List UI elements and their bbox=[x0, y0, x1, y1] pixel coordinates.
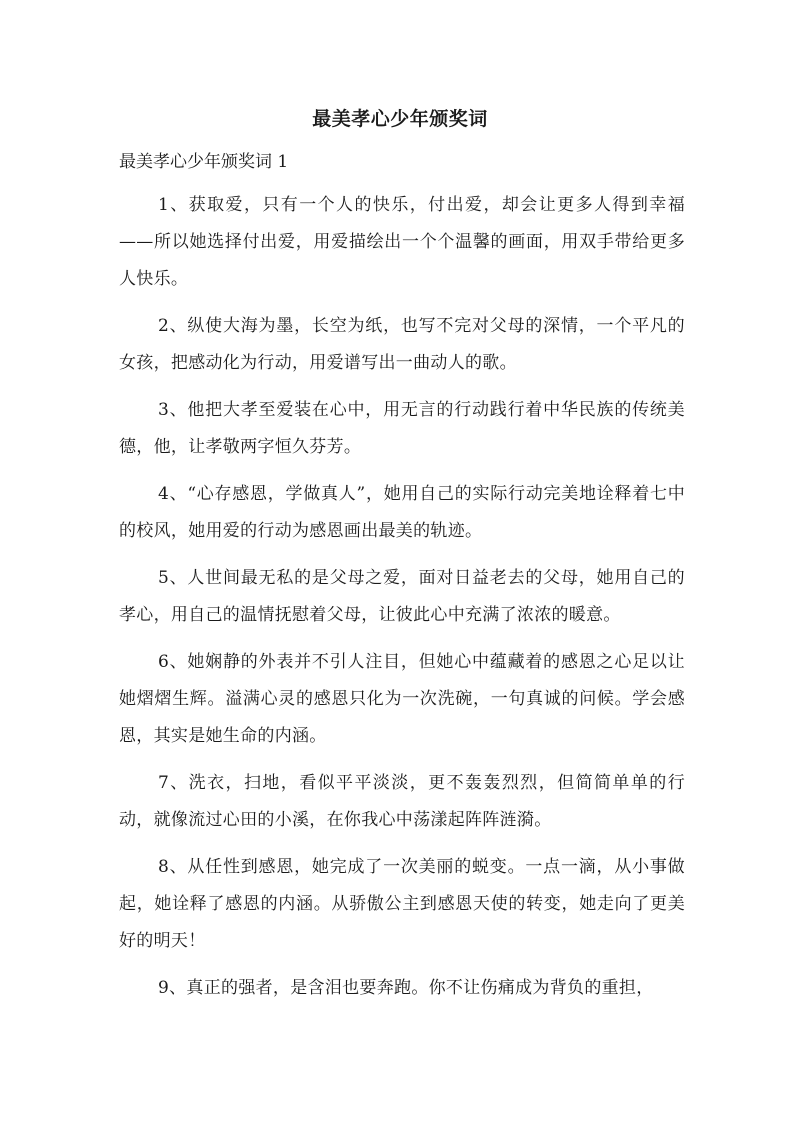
paragraph-2: 2、纵使大海为墨，长空为纸，也写不完对父母的深情，一个平凡的女孩，把感动化为行动，用爱谱写出一曲动人的歌。 bbox=[119, 316, 685, 373]
paragraph-1: 1、获取爱，只有一个人的快乐，付出爱，却会让更多人得到幸福——所以她选择付出爱，用爱描绘出一个个温馨的画面，用双手带给更多人快乐。 bbox=[119, 195, 685, 289]
paragraph-7: 7、洗衣，扫地，看似平平淡淡，更不轰轰烈烈，但简简单单的行动，就像流过心田的小溪，在你我心中荡漾起阵阵涟漪。 bbox=[119, 773, 685, 830]
paragraph-5: 5、人世间最无私的是父母之爱，面对日益老去的父母，她用自己的孝心，用自己的温情抚慰着父母，让彼此心中充满了浓浓的暖意。 bbox=[119, 568, 685, 625]
paragraph-9: 9、真正的强者，是含泪也要奔跑。你不让伤痛成为背负的重担， bbox=[158, 978, 654, 998]
paragraph-3: 3、他把大孝至爱装在心中，用无言的行动践行着中华民族的传统美德，他，让孝敬两字恒久芬芳。 bbox=[119, 400, 685, 457]
document-body bbox=[119, 187, 685, 1017]
paragraph-8: 8、从任性到感恩，她完成了一次美丽的蜕变。一点一滴，从小事做起，她诠释了感恩的内涵。从骄傲公主到感恩天使的转变，她走向了更美好的明天！ bbox=[119, 857, 685, 951]
document-title: 最美孝心少年颁奖词 bbox=[312, 108, 488, 130]
document-subtitle: 最美孝心少年颁奖词 1 bbox=[119, 152, 289, 172]
paragraph-4: 4、“心存感恩，学做真人”，她用自己的实际行动完美地诠释着七中的校风，她用爱的行动为感恩画出最美的轨迹。 bbox=[119, 484, 685, 541]
paragraph-6: 6、她娴静的外表并不引人注目，但她心中蕴藏着的感恩之心足以让她熠熠生辉。溢满心灵的感恩只化为一次洗碗，一句真诚的问候。学会感恩，其实是她生命的内涵。 bbox=[119, 652, 685, 746]
